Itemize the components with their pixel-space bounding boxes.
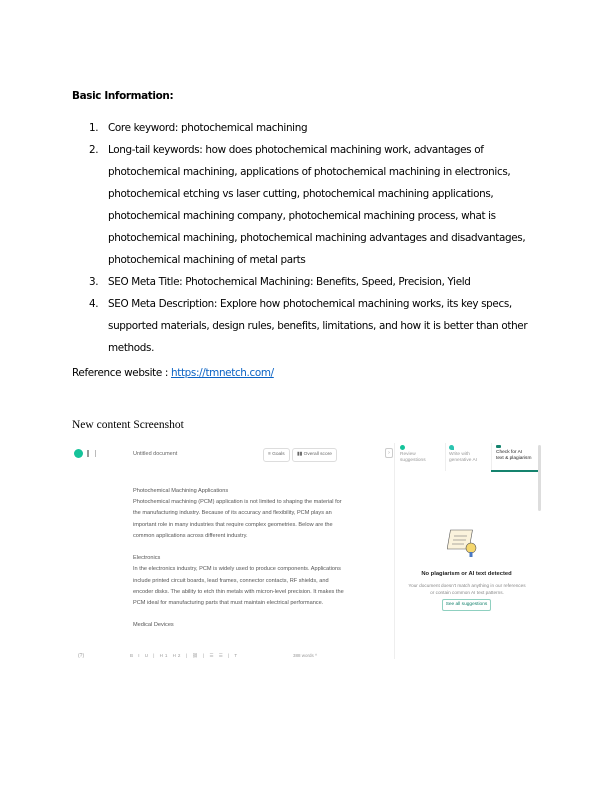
- document-menu-icon[interactable]: [87, 450, 96, 457]
- goals-label: Goals: [272, 452, 285, 457]
- review-icon: [400, 445, 405, 450]
- panel-scrollbar[interactable]: [538, 445, 541, 511]
- editor-paragraph: In the electronics industry, PCM is widely used to produce components. Applications include printed circuit boards, lead frames, connector contacts, RF shields, and encoder disks. The ability to etch thin metals with micron-level precision. It makes the PCM ideal for manufacturing parts that must maintain electrical performance.: [133, 566, 344, 607]
- section-heading: Basic Information:: [72, 90, 174, 102]
- tab-label: generative AI: [449, 458, 478, 463]
- result-title: No plagiarism or AI text detected: [421, 571, 512, 577]
- reference-label: Reference website :: [72, 367, 171, 379]
- screenshot-caption: New content Screenshot: [72, 419, 184, 431]
- editor-pane: [72, 443, 394, 659]
- list-item: [72, 117, 542, 139]
- tab-label: suggestions: [400, 458, 426, 463]
- chevron-right-icon[interactable]: ›: [385, 448, 393, 458]
- overall-score-label: Overall score: [303, 452, 332, 457]
- tab-write-generative-ai[interactable]: [449, 445, 477, 471]
- formatting-toolbar[interactable]: B I U | H1 H2 | ⛓ | ☰ ☰ | T: [130, 653, 240, 658]
- document-body: [72, 88, 542, 384]
- reference-link[interactable]: https://tmnetch.com/: [171, 367, 274, 379]
- editor-heading: Electronics: [133, 555, 161, 562]
- list-item: [72, 293, 542, 359]
- list-item: [72, 139, 542, 271]
- help-icon[interactable]: (?): [78, 653, 85, 659]
- list-text: Long-tail keywords: how does photochemical machining work, advantages of photochemical machining, applications of photochemical machining in electronics, photochemical etching vs laser cutting, photochemical machining applications, photochemical machining company, photochemical machining process, what is photochemical machining, photochemical machining advantages and disadvantages, photochemical machining of metal parts: [108, 144, 526, 266]
- editor-heading: Medical Devices: [133, 622, 174, 629]
- tab-label: Review: [400, 452, 416, 457]
- document-title[interactable]: Untitled document: [133, 451, 178, 457]
- list-number: 1.: [89, 122, 99, 134]
- tab-label: text & plagiarism: [496, 456, 532, 461]
- assistant-panel: [395, 443, 542, 659]
- embedded-screenshot: [72, 443, 542, 659]
- list-number: 3.: [89, 276, 99, 288]
- tab-label: Write with: [449, 452, 470, 457]
- see-all-suggestions-button[interactable]: See all suggestions: [442, 599, 491, 611]
- grammarly-logo-icon[interactable]: [74, 449, 83, 458]
- editor-text[interactable]: [133, 486, 348, 632]
- result-description: Your document doesn't match anything in our references or contain common AI text patterns.: [408, 583, 526, 595]
- lightbulb-icon: [449, 445, 454, 450]
- list-text: SEO Meta Description: Explore how photochemical machining works, its key specs, supported materials, design rules, benefits, limitations, and how it is better than other methods.: [108, 298, 528, 354]
- goals-button[interactable]: ≡ Goals: [263, 448, 290, 462]
- list-text: SEO Meta Title: Photochemical Machining: Benefits, Speed, Precision, Yield: [108, 276, 471, 288]
- tab-check-ai-plagiarism[interactable]: [496, 445, 531, 471]
- list-number: 2.: [89, 144, 99, 156]
- editor-heading: Photochemical Machining Applications: [133, 488, 229, 494]
- editor-paragraph: Photochemical machining (PCM) application is not limited to shaping the material for the manufacturing industry. Because of its accuracy and flexibility, PCM plays an important role in many industries that require complex geometries. Below are the common applications across different industry.: [133, 499, 342, 539]
- certificate-scroll-icon: [447, 527, 481, 557]
- check-icon: [496, 445, 501, 448]
- overall-score-button[interactable]: ▮▮ Overall score: [292, 448, 337, 462]
- word-count[interactable]: 388 words ^: [293, 653, 318, 658]
- tab-label: Check for AI: [496, 450, 523, 455]
- list-item: [72, 271, 542, 293]
- info-list: [72, 117, 542, 359]
- reference-line: [72, 362, 542, 384]
- active-tab-indicator: [491, 470, 538, 472]
- list-text: Core keyword: photochemical machining: [108, 122, 308, 134]
- tab-review-suggestions[interactable]: [400, 445, 426, 471]
- list-number: 4.: [89, 298, 99, 310]
